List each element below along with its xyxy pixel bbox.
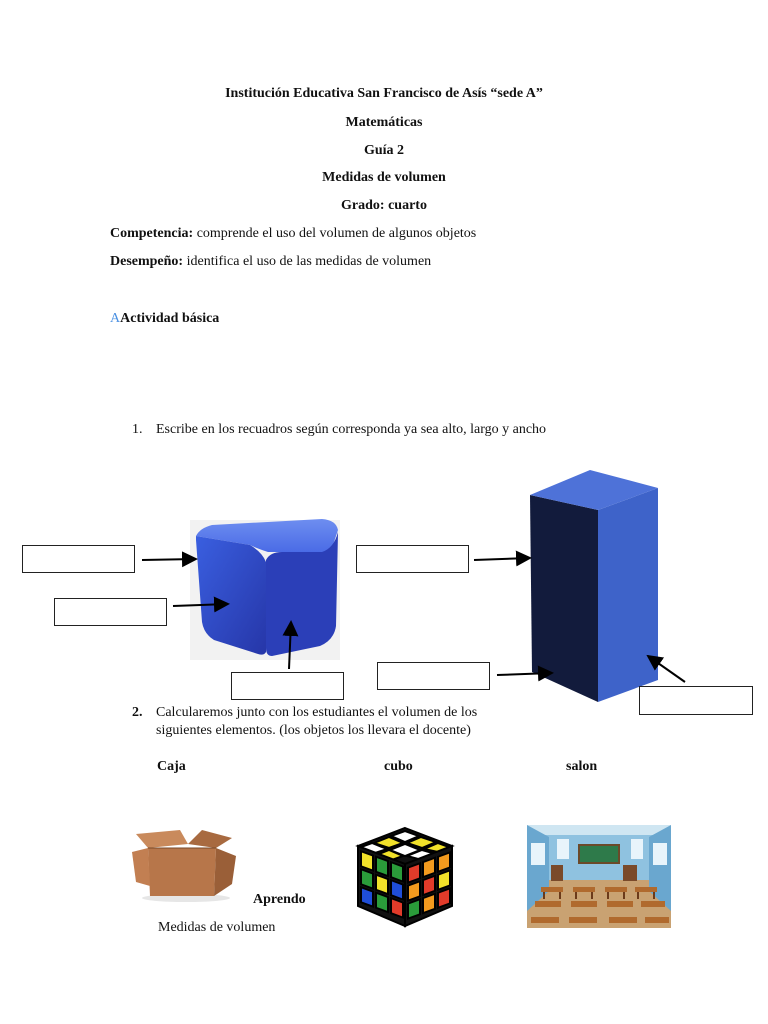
topic-title: Medidas de volumen bbox=[322, 170, 446, 185]
desempeno-text: identifica el uso de las medidas de volumen bbox=[183, 254, 432, 269]
institution-title: Institución Educativa San Francisco de Asís “sede A” bbox=[225, 86, 543, 101]
answer-box-2[interactable] bbox=[54, 598, 167, 626]
aprendo-heading: Aprendo bbox=[253, 892, 306, 907]
object-label-cubo: cubo bbox=[384, 759, 413, 774]
activity-title: Actividad básica bbox=[120, 311, 220, 326]
subject-title: Matemáticas bbox=[345, 115, 423, 130]
question-1-text: Escribe en los recuadros según corresponda ya sea alto, largo y ancho bbox=[156, 422, 547, 437]
object-label-salon: salon bbox=[566, 759, 598, 774]
grade-title: Grado: cuarto bbox=[341, 198, 427, 213]
competencia-label: Competencia: bbox=[110, 226, 194, 241]
blue-prism bbox=[530, 470, 658, 702]
guide-title: Guía 2 bbox=[363, 143, 405, 158]
arrow-4 bbox=[474, 558, 530, 560]
cardboard-box-image bbox=[128, 826, 240, 902]
question-2-line2: siguientes elementos. (los objetos los llevara el docente) bbox=[156, 723, 471, 738]
competencia-text: comprende el uso del volumen de algunos objetos bbox=[193, 226, 477, 241]
footer-topic-text: Medidas de volumen bbox=[158, 920, 276, 935]
question-2-number: 2. bbox=[132, 705, 143, 720]
answer-box-5[interactable] bbox=[377, 662, 490, 690]
arrow-1 bbox=[142, 559, 196, 560]
answer-box-3[interactable] bbox=[231, 672, 344, 700]
classroom-image bbox=[527, 825, 671, 928]
activity-marker: A bbox=[110, 311, 121, 326]
question-1-number: 1. bbox=[132, 422, 143, 437]
blue-cube bbox=[196, 519, 338, 656]
question-2-line1: Calcularemos junto con los estudiantes el volumen de los bbox=[156, 705, 478, 720]
desempeno-label: Desempeño: bbox=[110, 254, 184, 269]
answer-box-4[interactable] bbox=[356, 545, 469, 573]
rubik-cube-image bbox=[352, 826, 458, 930]
answer-box-6[interactable] bbox=[639, 686, 753, 715]
answer-box-1[interactable] bbox=[22, 545, 135, 573]
object-label-caja: Caja bbox=[157, 759, 186, 774]
